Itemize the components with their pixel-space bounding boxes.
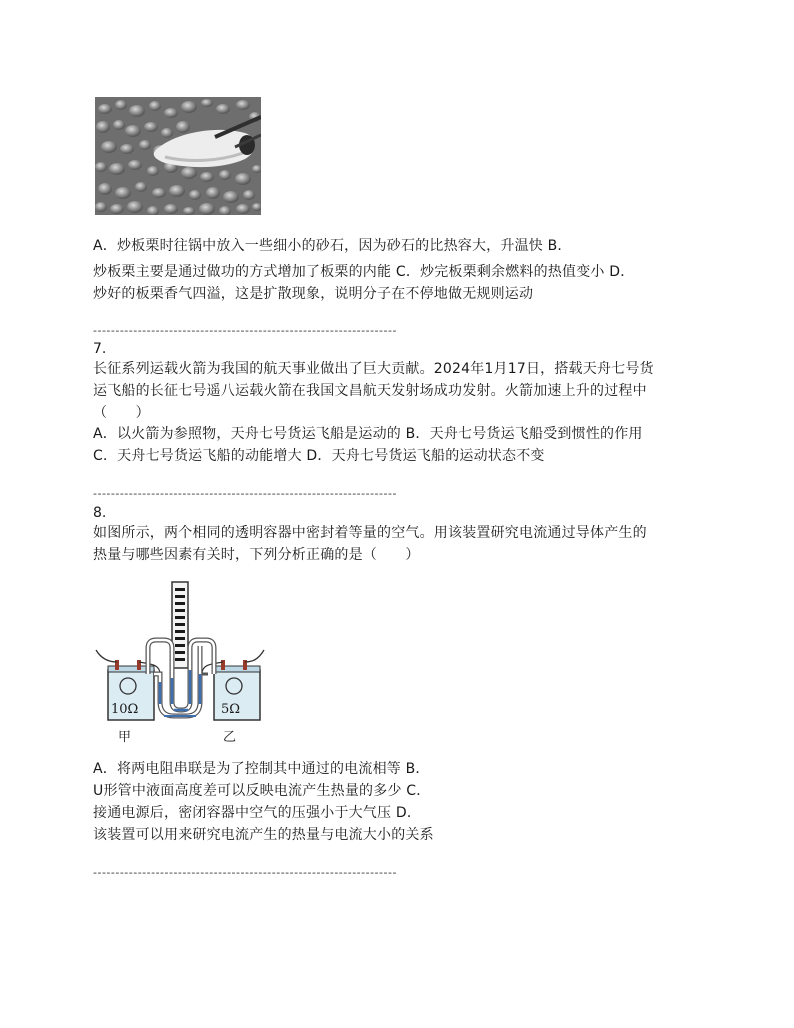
q7-options-line-1: A．以火箭为参照物，天舟七号货运飞船是运动的 B．天舟七号货运飞船受到惯性的作用 [93,426,643,442]
q7-stem-line-1: 长征系列运载火箭为我国的航天事业做出了巨大贡献。2024年1月17日，搭载天舟七号货 [93,361,654,377]
q7-options-line-2: C．天舟七号货运飞船的动能增大 D．天舟七号货运飞船的运动状态不变 [93,448,545,464]
q8-apparatus-figure [90,578,270,748]
divider-1: -------------------------------------------------------------------- [93,324,397,337]
q7-stem-line-2: 运飞船的长征七号遥八运载火箭在我国文昌航天发射场成功发射。火箭加速上升的过程中 [93,383,647,399]
divider-3: -------------------------------------------------------------------- [93,866,397,879]
q8-options-line-2: U形管中液面高度差可以反映电流产生热量的多少 C． [93,783,431,799]
chestnut-photo-graphic [95,97,261,215]
container-label-yi: 乙 [223,730,237,745]
q8-number: 8. [93,505,107,521]
resistor-label-5-ohm: 5Ω [221,702,241,717]
chestnut-photo [95,97,261,215]
resistor-label-10-ohm: 10Ω [111,702,139,717]
q8-stem-line-2: 热量与哪些因素有关时，下列分析正确的是（ ） [93,547,420,563]
container-label-jia: 甲 [118,730,132,745]
q8-options-line-3: 接通电源后，密闭容器中空气的压强小于大气压 D． [93,805,422,821]
q6-option-line-2: 炒板栗主要是通过做功的方式增加了板栗的内能 C．炒完板栗剩余燃料的热值变小 D． [93,264,635,280]
q7-number: 7. [93,341,107,357]
joule-heating-apparatus [90,578,270,748]
q6-option-line-1: A．炒板栗时往锅中放入一些细小的砂石，因为砂石的比热容大，升温快 B． [93,238,572,254]
q6-option-line-3: 炒好的板栗香气四溢，这是扩散现象，说明分子在不停地做无规则运动 [93,286,534,302]
q8-stem-line-1: 如图所示，两个相同的透明容器中密封着等量的空气。用该装置研究电流通过导体产生的 [93,525,647,541]
q7-answer-blank: （ ） [93,405,150,421]
q8-options-line-4: 该装置可以用来研究电流产生的热量与电流大小的关系 [93,827,434,843]
divider-2: -------------------------------------------------------------------- [93,487,397,500]
q8-options-line-1: A．将两电阻串联是为了控制其中通过的电流相等 B． [93,761,430,777]
